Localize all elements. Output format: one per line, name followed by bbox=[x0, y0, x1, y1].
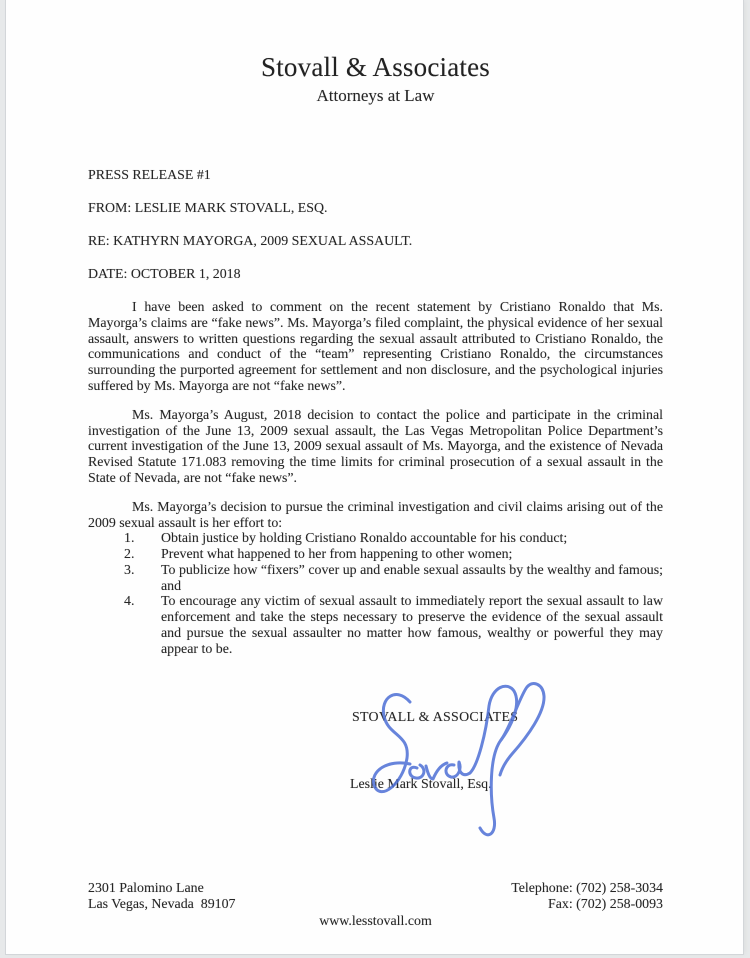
paragraph-effort-intro: Ms. Mayorga’s decision to pursue the criminal investigation and civil claims arising out of the 2009 sexual assault is her effort to: bbox=[88, 499, 663, 531]
fax-line: Fax: (702) 258-0093 bbox=[548, 897, 663, 912]
list-item-text: Obtain justice by holding Cristiano Ronaldo accountable for his conduct; bbox=[161, 531, 568, 547]
signature-firm-caps: STOVALL & ASSOCIATES bbox=[352, 710, 519, 725]
website-line: www.lesstovall.com bbox=[319, 913, 432, 929]
firm-tagline: Attorneys at Law bbox=[316, 86, 435, 105]
list-item-text: Prevent what happened to her from happening to other women; bbox=[161, 547, 513, 563]
list-item bbox=[88, 547, 663, 563]
paragraph-investigation: Ms. Mayorga’s August, 2018 decision to contact the police and participate in the criminal investigation of the June 13, 2009 sexual assault, the Las Vegas Metropolitan Police Department’s current investigation of the June 13, 2009 sexual assault of Ms. Mayorga, and the existence of Nevada Revised Statute 171.083 removing the time limits for criminal prosecution of a sexual assault in the State of Nevada, are not “fake news”. bbox=[88, 407, 663, 486]
footer-contact-row bbox=[88, 881, 663, 914]
press-release-number-line: PRESS RELEASE #1 bbox=[88, 168, 211, 183]
list-item-number: 3. bbox=[124, 562, 135, 578]
address-line-2: Las Vegas, Nevada 89107 bbox=[88, 897, 236, 912]
signature-strokes bbox=[373, 684, 544, 835]
footer-address bbox=[88, 881, 236, 914]
re-line: RE: KATHYRN MAYORGA, 2009 SEXUAL ASSAULT. bbox=[88, 233, 413, 249]
date-line: DATE: OCTOBER 1, 2018 bbox=[88, 266, 241, 282]
list-item bbox=[88, 594, 663, 657]
list-item-text: To publicize how “fixers” cover up and enable sexual assaults by the wealthy and famous; and bbox=[161, 562, 663, 594]
telephone-line: Telephone: (702) 258-3034 bbox=[511, 880, 663, 896]
list-item bbox=[88, 531, 663, 547]
letter-content bbox=[88, 0, 663, 954]
effort-numbered-list bbox=[88, 531, 663, 657]
list-item-number: 2. bbox=[124, 547, 135, 563]
list-item-number: 1. bbox=[124, 531, 135, 547]
firm-name-heading: Stovall & Associates bbox=[261, 52, 490, 82]
footer-phone-fax bbox=[511, 881, 663, 914]
letter-page bbox=[6, 0, 743, 954]
from-line: FROM: LESLIE MARK STOVALL, ESQ. bbox=[88, 200, 328, 216]
press-release-meta bbox=[88, 168, 663, 283]
list-item-text: To encourage any victim of sexual assault to immediately report the sexual assault to law enforcement and take the steps necessary to preserve the evidence of the sexual assault and pursue the sexual assaulter no matter how famous, wealthy or powerful they may appear to be. bbox=[161, 594, 663, 657]
address-line-1: 2301 Palomino Lane bbox=[88, 880, 204, 896]
handwritten-signature-ink bbox=[360, 678, 570, 863]
list-item bbox=[88, 563, 663, 595]
list-item-number: 4. bbox=[124, 594, 135, 610]
paragraph-opening-statement: I have been asked to comment on the recent statement by Cristiano Ronaldo that Ms. Mayorga’s claims are “fake news”. Ms. Mayorga’s filed complaint, the physical evidence of her sexual assault, answers to written questions regarding the sexual assault attributed to Cristiano Ronaldo, the communications and conduct of the “team” representing Cristiano Ronaldo, the circumstances surrounding the purported agreement for settlement and non disclosure, and the psychological injuries suffered by Ms. Mayorga are not “fake news”. bbox=[88, 299, 663, 394]
signature-signer-name: Leslie Mark Stovall, Esq. bbox=[350, 777, 492, 792]
letter-footer bbox=[88, 881, 663, 931]
